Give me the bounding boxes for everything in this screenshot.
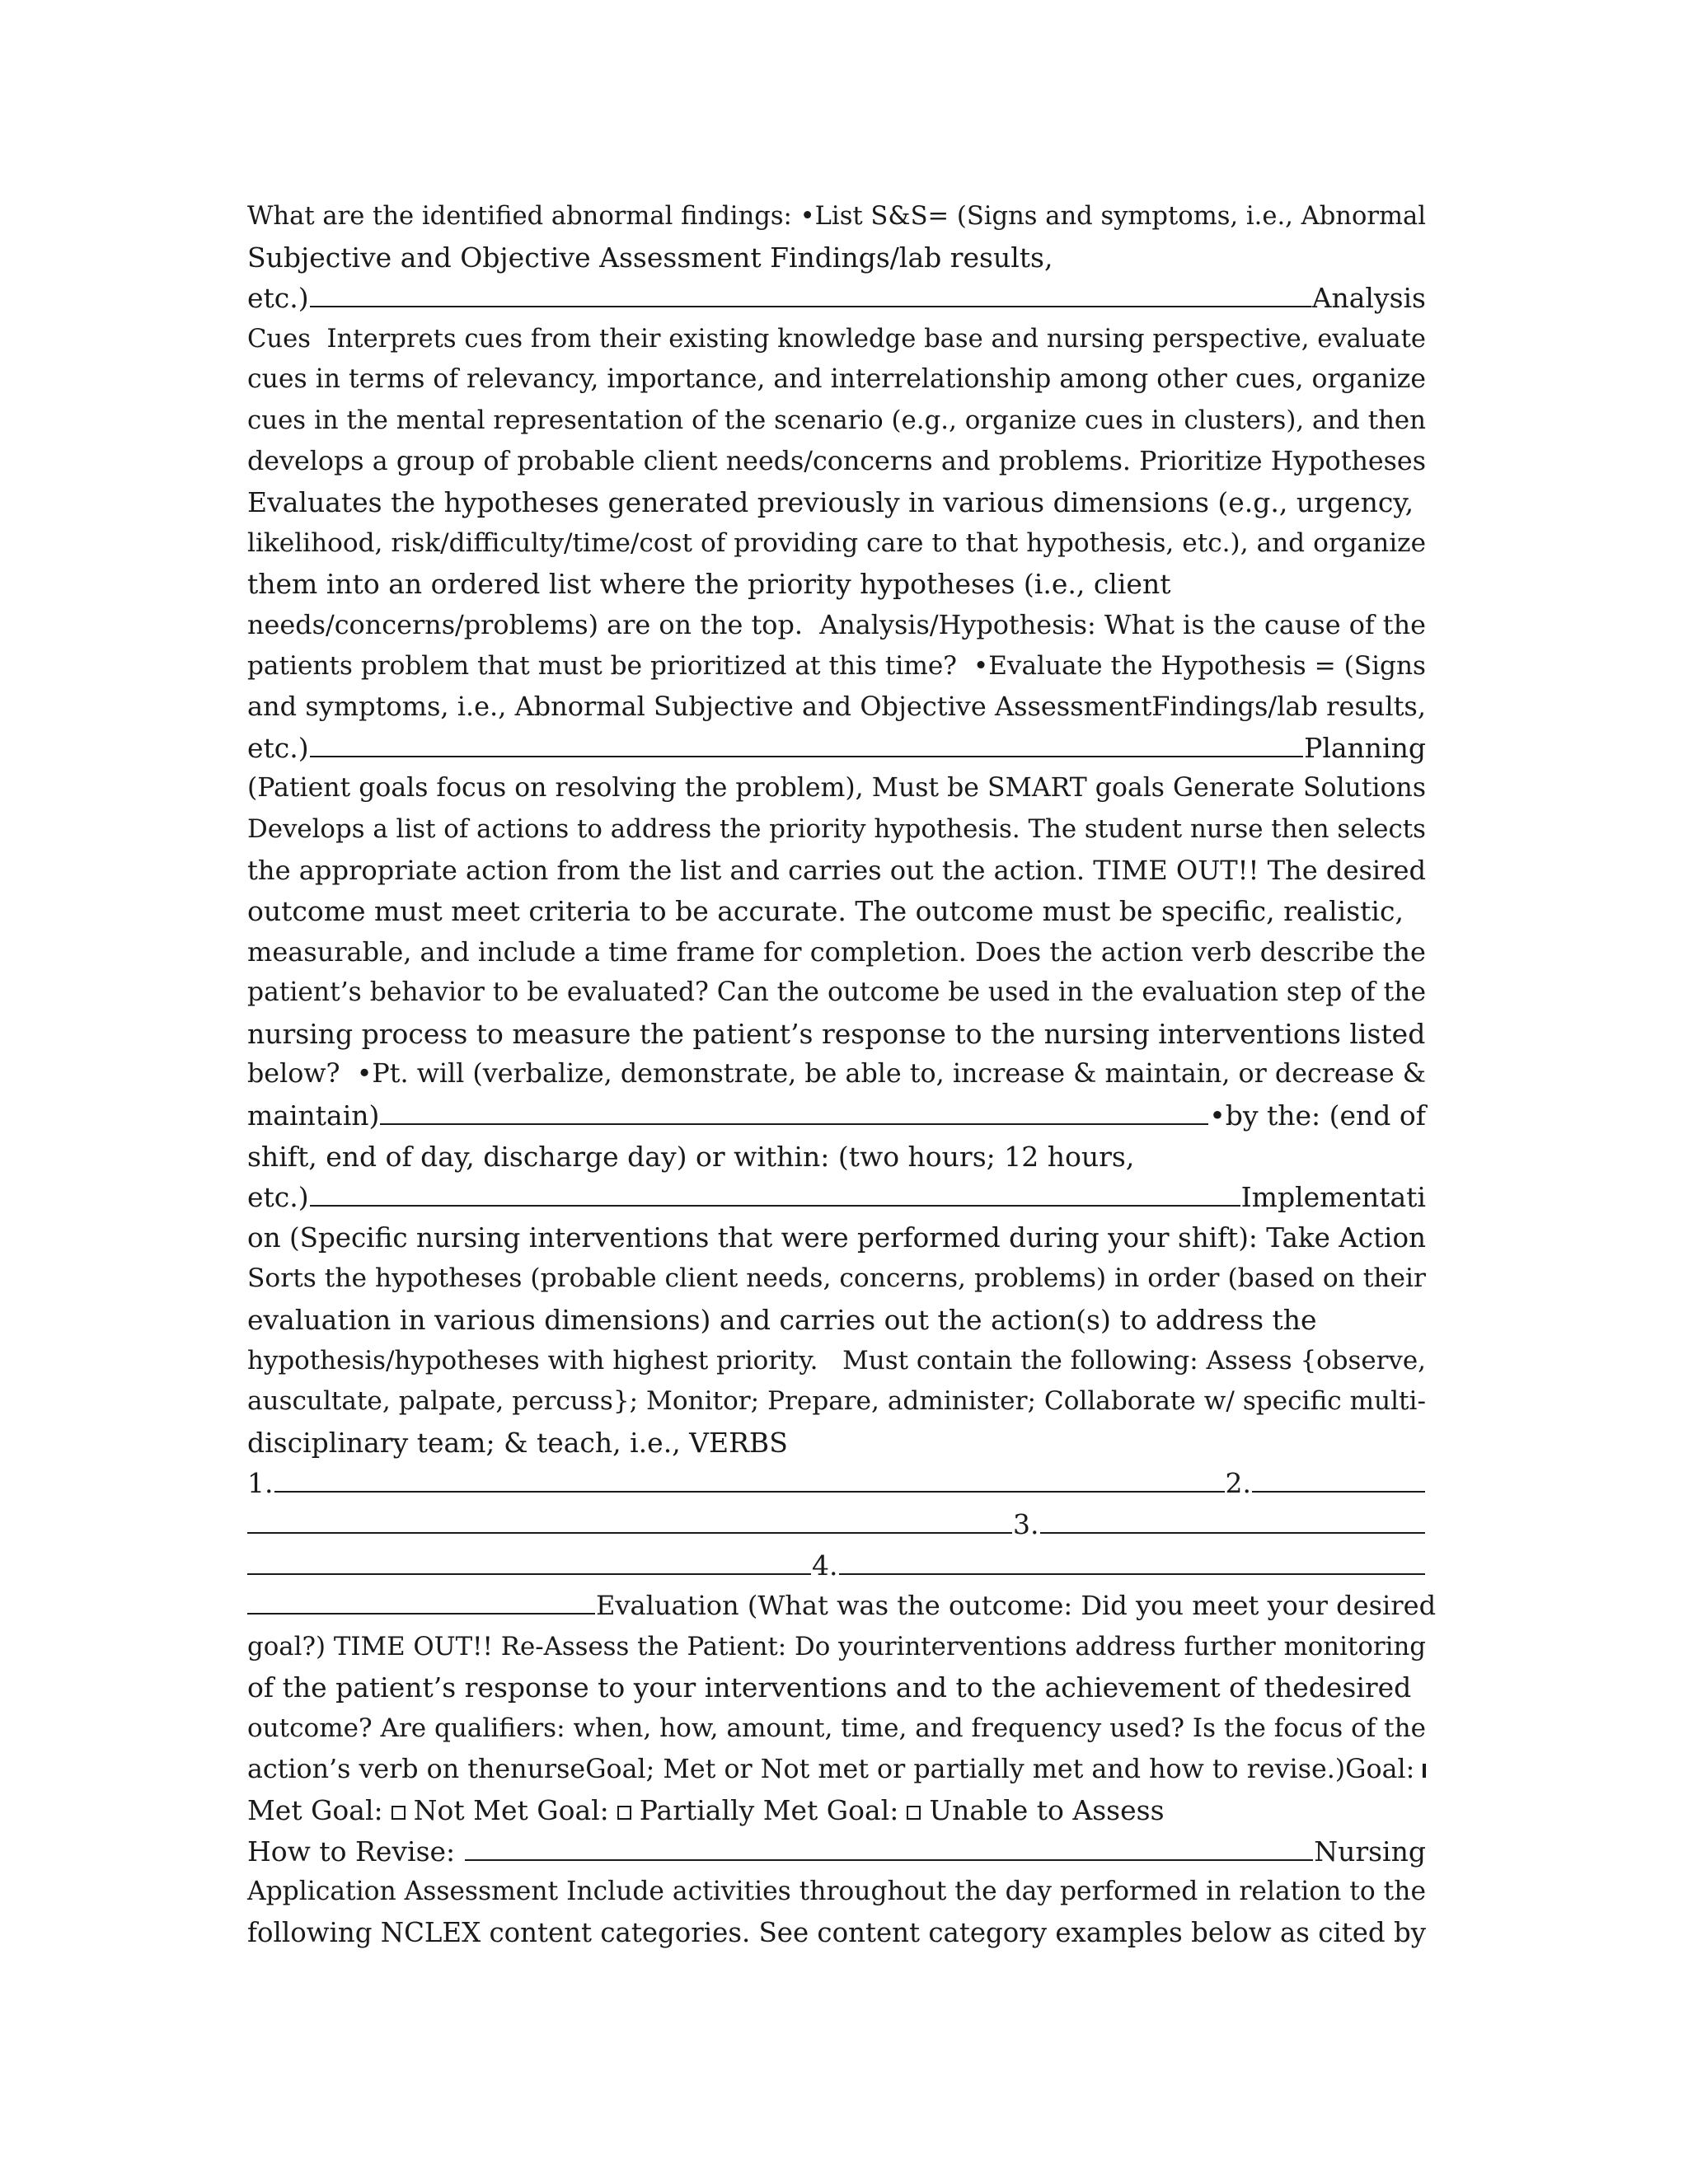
text-line bbox=[247, 1667, 1426, 1708]
intervention-2-blank-cont[interactable] bbox=[247, 1507, 1012, 1534]
text-line bbox=[247, 1750, 1426, 1791]
line-text: maintain) bbox=[247, 1099, 380, 1132]
line-text: following NCLEX content categories. See content category examples below as cited by bbox=[247, 1916, 1427, 1948]
line-text: action’s verb on thenurseGoal; Met or Not met or partially met and how to revise.)Goal: bbox=[247, 1754, 1415, 1784]
checkbox-unable-to-assess[interactable] bbox=[907, 1806, 921, 1820]
item-number: 1. bbox=[247, 1467, 274, 1500]
text-line bbox=[247, 564, 1426, 605]
intervention-3-blank[interactable] bbox=[1040, 1507, 1426, 1534]
line-text: Application Assessment Include activities throughout the day performed in relation to the bbox=[247, 1877, 1426, 1907]
option-label: Not Met Goal: bbox=[413, 1794, 609, 1827]
line-text: •by the: (end of bbox=[1209, 1099, 1426, 1132]
intervention-line bbox=[247, 1504, 1426, 1545]
text-line bbox=[247, 359, 1426, 401]
checkbox-not-met-goal[interactable] bbox=[392, 1806, 406, 1820]
line-text: disciplinary team; & teach, i.e., VERBS bbox=[247, 1426, 788, 1459]
fill-in-blank[interactable] bbox=[310, 1180, 1240, 1207]
text-line bbox=[247, 482, 1426, 523]
text-line bbox=[247, 809, 1426, 851]
text-line bbox=[247, 687, 1426, 728]
option-label: Met Goal: bbox=[247, 1794, 383, 1827]
text-line bbox=[247, 1381, 1426, 1422]
text-line bbox=[247, 1422, 1426, 1464]
line-text: goal?) TIME OUT!! Re-Assess the Patient: Do yourinterventions address further monitoring bbox=[247, 1631, 1426, 1661]
line-text: Subjective and Objective Assessment Findings/lab results, bbox=[247, 241, 1053, 274]
line-text: hypothesis/hypotheses with highest priority. Must contain the following: Assess {observe, bbox=[247, 1345, 1426, 1376]
text-line bbox=[247, 851, 1426, 892]
text-line bbox=[247, 442, 1426, 483]
text-line bbox=[247, 768, 1426, 809]
text-line bbox=[247, 605, 1426, 646]
checkbox-partially-met-goal[interactable] bbox=[617, 1806, 631, 1820]
text-line bbox=[247, 237, 1426, 279]
line-text: and symptoms, i.e., Abnormal Subjective and Objective AssessmentFindings/lab results, bbox=[247, 691, 1426, 723]
text-line bbox=[247, 1095, 1426, 1137]
text-line bbox=[247, 1258, 1426, 1300]
line-text: outcome must meet criteria to be accurate. The outcome must be specific, realistic, bbox=[247, 895, 1404, 928]
text-line bbox=[247, 1708, 1426, 1750]
line-text: measurable, and include a time frame for completion. Does the action verb describe the bbox=[247, 935, 1426, 968]
line-text: cues in terms of relevancy, importance, and interrelationship among other cues, organize bbox=[247, 364, 1426, 395]
line-text: outcome? Are qualifiers: when, how, amount, time, and frequency used? Is the focus of the bbox=[247, 1713, 1426, 1743]
text-line bbox=[247, 1872, 1426, 1913]
text-line bbox=[247, 1014, 1426, 1055]
line-text: them into an ordered list where the priority hypotheses (i.e., client bbox=[247, 568, 1171, 601]
intervention-4-blank[interactable] bbox=[839, 1549, 1426, 1575]
line-text: on (Specific nursing interventions that were performed during your shift): Take Action bbox=[247, 1221, 1426, 1254]
how-to-revise-blank[interactable] bbox=[465, 1835, 1314, 1861]
line-text: (Patient goals focus on resolving the problem), Must be SMART goals Generate Solutions bbox=[247, 773, 1426, 804]
text-line bbox=[247, 1300, 1426, 1341]
line-text: evaluation in various dimensions) and carries out the action(s) to address the bbox=[247, 1304, 1317, 1337]
text-line bbox=[247, 319, 1426, 360]
option-label: Partially Met Goal: bbox=[639, 1794, 899, 1827]
checkbox-met-goal[interactable] bbox=[1423, 1764, 1426, 1778]
text-line bbox=[247, 646, 1426, 687]
line-text: needs/concerns/problems) are on the top. Analysis/Hypothesis: What is the cause of the bbox=[247, 608, 1426, 640]
line-text: How to Revise: bbox=[247, 1835, 464, 1868]
line-text: the appropriate action from the list and carries out the action. TIME OUT!! The desired bbox=[247, 854, 1427, 886]
line-text: nursing process to measure the patient’s response to the nursing interventions listed bbox=[247, 1017, 1426, 1050]
intervention-3-blank-cont[interactable] bbox=[247, 1549, 811, 1575]
line-text: auscultate, palpate, percuss}; Monitor; Prepare, administer; Collaborate w/ specific multi- bbox=[247, 1386, 1426, 1417]
text-line bbox=[247, 891, 1426, 932]
item-number: 4. bbox=[812, 1549, 838, 1582]
line-text: etc.) bbox=[247, 1181, 309, 1214]
line-text: Cues Interprets cues from their existing knowledge base and nursing perspective, evaluate bbox=[247, 324, 1426, 354]
item-number: 3. bbox=[1013, 1508, 1039, 1540]
text-line bbox=[247, 1913, 1426, 1954]
intervention-2-blank[interactable] bbox=[1252, 1466, 1425, 1493]
intervention-4-blank-cont[interactable] bbox=[247, 1588, 595, 1615]
document-body bbox=[247, 196, 1437, 1954]
line-text: of the patient’s response to your interventions and to the achievement of thedesired bbox=[247, 1671, 1412, 1704]
text-line bbox=[247, 1177, 1426, 1218]
line-text: Analysis bbox=[1311, 282, 1426, 315]
text-line bbox=[247, 1218, 1426, 1259]
line-text: patients problem that must be prioritized at this time? •Evaluate the Hypothesis = (Signs bbox=[247, 650, 1426, 681]
line-text: Implementati bbox=[1240, 1181, 1426, 1214]
line-text: Nursing bbox=[1314, 1835, 1426, 1868]
text-line bbox=[247, 972, 1426, 1014]
text-line bbox=[247, 1137, 1426, 1178]
line-text: Evaluation (What was the outcome: Did you meet your desired bbox=[596, 1590, 1437, 1622]
text-line bbox=[247, 932, 1426, 973]
option-label: Unable to Assess bbox=[929, 1794, 1165, 1827]
intervention-line bbox=[247, 1545, 1426, 1586]
line-text: Sorts the hypotheses (probable client needs, concerns, problems) in order (based on their bbox=[247, 1263, 1426, 1294]
line-text: etc.) bbox=[247, 731, 309, 764]
fill-in-blank[interactable] bbox=[310, 731, 1303, 757]
text-line bbox=[247, 1831, 1426, 1872]
line-text: Develops a list of actions to address the priority hypothesis. The student nurse then selects bbox=[247, 813, 1426, 844]
intervention-line bbox=[247, 1463, 1426, 1504]
intervention-1-blank[interactable] bbox=[274, 1466, 1225, 1493]
text-line bbox=[247, 728, 1426, 769]
line-text: patient’s behavior to be evaluated? Can the outcome be used in the evaluation step of the bbox=[247, 977, 1426, 1008]
line-text: below? •Pt. will (verbalize, demonstrate, be able to, increase & maintain, or decrease & bbox=[247, 1059, 1426, 1090]
line-text: What are the identified abnormal findings: •List S&S= (Signs and symptoms, i.e., Abnormal bbox=[247, 202, 1426, 231]
line-text: etc.) bbox=[247, 282, 309, 315]
text-line bbox=[247, 1341, 1426, 1382]
line-text: cues in the mental representation of the scenario (e.g., organize cues in clusters), and then bbox=[247, 405, 1426, 435]
item-number: 2. bbox=[1225, 1467, 1251, 1500]
text-line bbox=[247, 278, 1426, 319]
line-text: develops a group of probable client needs/concerns and problems. Prioritize Hypotheses bbox=[247, 446, 1426, 476]
fill-in-blank[interactable] bbox=[380, 1099, 1208, 1125]
line-text: shift, end of day, discharge day) or within: (two hours; 12 hours, bbox=[247, 1140, 1135, 1173]
line-text: Evaluates the hypotheses generated previously in various dimensions (e.g., urgency, bbox=[247, 486, 1414, 519]
fill-in-blank[interactable] bbox=[310, 281, 1311, 307]
line-text: likelihood, risk/difficulty/time/cost of providing care to that hypothesis, etc.), and organize bbox=[247, 527, 1426, 558]
text-line bbox=[247, 1627, 1426, 1668]
text-line bbox=[247, 401, 1426, 442]
text-line bbox=[247, 523, 1426, 565]
text-line bbox=[247, 1586, 1437, 1627]
text-line bbox=[247, 196, 1426, 237]
goal-options-line bbox=[247, 1790, 1426, 1831]
text-line bbox=[247, 1054, 1426, 1095]
line-text: Planning bbox=[1304, 731, 1426, 764]
